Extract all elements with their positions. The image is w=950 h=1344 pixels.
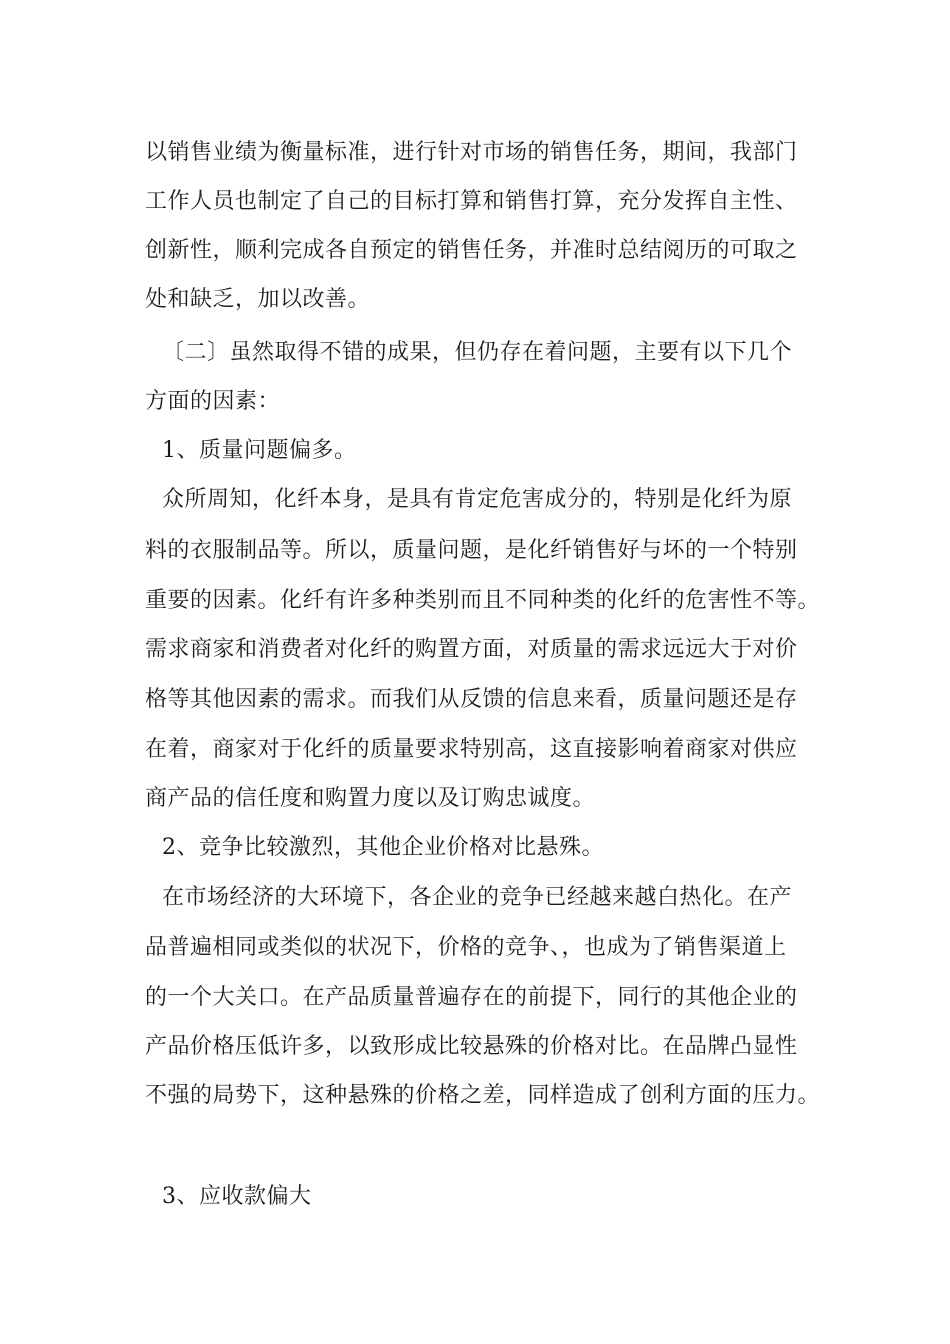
paragraph-line: 重要的因素。化纤有许多种类别而且不同种类的化纤的危害性不等。: [145, 588, 821, 613]
paragraph-line: 的一个大关口。在产品质量普遍存在的前提下，同行的其他企业的: [145, 985, 798, 1010]
item-heading: 3、应收款偏大: [162, 1184, 312, 1209]
section-heading: 〔二〕虽然取得不错的成果，但仍存在着问题，主要有以下几个: [162, 340, 793, 365]
paragraph-line: 品普遍相同或类似的状况下，价格的竞争、，也成为了销售渠道上: [145, 935, 787, 960]
paragraph-line: 以销售业绩为衡量标准，进行针对市场的销售任务，期间，我部门: [145, 140, 798, 165]
paragraph-line: 在着，商家对于化纤的质量要求特别高，这直接影响着商家对供应: [145, 737, 798, 762]
paragraph-line: 创新性，顺利完成各自预定的销售任务，并准时总结阅历的可取之: [145, 238, 798, 263]
paragraph-line: 商产品的信任度和购置力度以及订购忠诚度。: [145, 786, 596, 811]
paragraph-line: 在市场经济的大环境下，各企业的竞争已经越来越白热化。在产: [162, 885, 793, 910]
paragraph-line: 方面的因素：: [145, 389, 281, 414]
paragraph-line: 产品价格压低许多，以致形成比较悬殊的价格对比。在品牌凸显性: [145, 1034, 798, 1059]
paragraph-line: 料的衣服制品等。所以，质量问题，是化纤销售好与坏的一个特别: [145, 538, 798, 563]
item-heading: 2、竞争比较激烈，其他企业价格对比悬殊。: [162, 835, 604, 860]
paragraph-line: 格等其他因素的需求。而我们从反馈的信息来看，质量问题还是存: [145, 687, 798, 712]
paragraph-line: 需求商家和消费者对化纤的购置方面，对质量的需求远远大于对价: [145, 637, 798, 662]
paragraph-line: 不强的局势下，这种悬殊的价格之差，同样造成了创利方面的压力。: [145, 1083, 821, 1108]
paragraph-line: 众所周知，化纤本身，是具有肯定危害成分的，特别是化纤为原: [162, 487, 793, 512]
item-heading: 1、质量问题偏多。: [162, 438, 357, 463]
paragraph-line: 处和缺乏，加以改善。: [145, 287, 371, 312]
paragraph-line: 工作人员也制定了自己的目标打算和销售打算，充分发挥自主性、: [145, 189, 798, 214]
